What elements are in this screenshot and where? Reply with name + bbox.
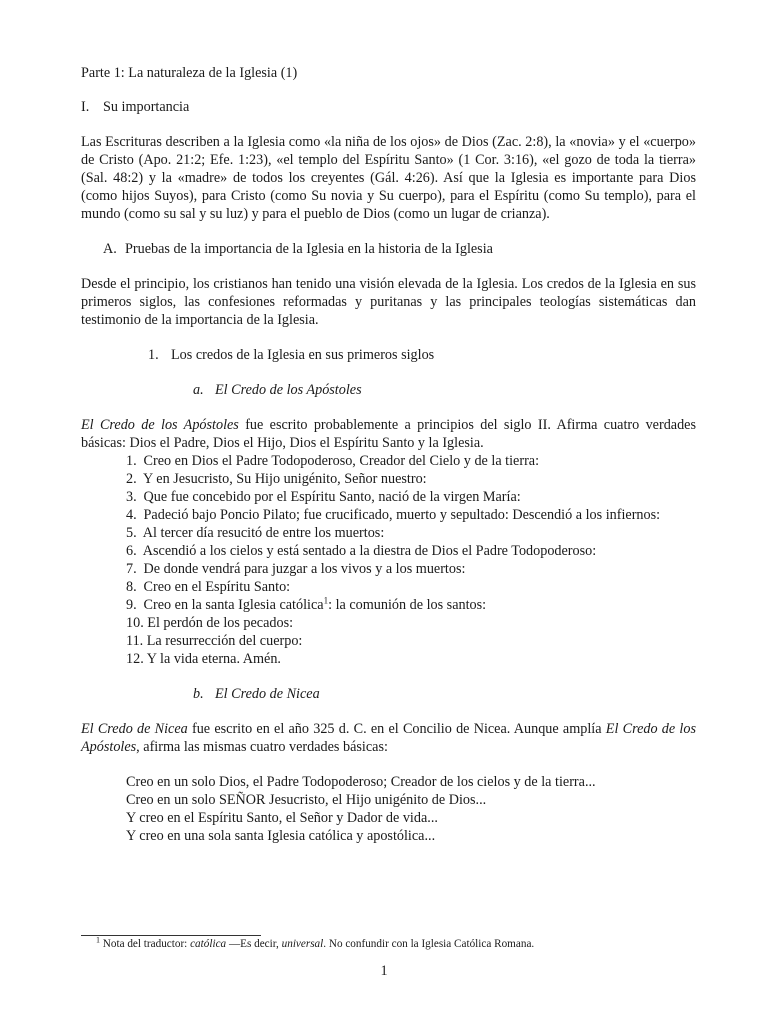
footnote-italic-term: católica <box>190 938 227 950</box>
item-text: Ascendió a los cielos y está sentado a la diestra de Dios el Padre Todopoderoso: <box>142 543 597 559</box>
item-number: 4. <box>126 507 137 523</box>
item-text: Padeció bajo Poncio Pilato; fue crucificado, muerto y sepultado: Descendió a los infiernos: <box>143 507 661 523</box>
item-text: Y la vida eterna. Amén. <box>146 651 281 667</box>
paragraph-apostles-creed <box>81 416 696 452</box>
list-item <box>126 542 696 560</box>
item-text-continued: : la comunión de los santos: <box>328 597 487 613</box>
section-number: 1. <box>148 347 159 363</box>
item-number: 12. <box>126 651 144 667</box>
list-item <box>126 596 696 614</box>
section-heading-I <box>81 98 696 116</box>
section-number: A. <box>103 241 117 257</box>
item-number: 10. <box>126 615 144 631</box>
section-title: Su importancia <box>103 99 190 115</box>
section-heading-1 <box>81 346 696 364</box>
section-title: El Credo de Nicea <box>215 686 320 702</box>
item-text: De donde vendrá para juzgar a los vivos y a los muertos: <box>143 561 466 577</box>
item-number: 1. <box>126 453 137 469</box>
list-item <box>126 470 696 488</box>
paragraph-nicene-creed <box>81 720 696 756</box>
item-text: El perdón de los pecados: <box>147 615 294 631</box>
list-item <box>126 506 696 524</box>
item-text: La resurrección del cuerpo: <box>146 633 303 649</box>
item-text: Al tercer día resucitó de entre los muertos: <box>142 525 385 541</box>
item-number: 9. <box>126 597 137 613</box>
list-item <box>126 614 696 632</box>
footnote-mark: 1 <box>96 935 100 945</box>
footnote-text-end: . No confundir con la Iglesia Católica Romana. <box>323 938 535 950</box>
list-item <box>126 524 696 542</box>
footnote-text-mid: —Es decir, <box>226 938 282 950</box>
list-item <box>126 488 696 506</box>
section-heading-b <box>81 685 696 703</box>
apostles-creed-list <box>81 452 696 668</box>
item-number: 8. <box>126 579 137 595</box>
item-number: 5. <box>126 525 137 541</box>
item-number: 2. <box>126 471 137 487</box>
item-number: 6. <box>126 543 137 559</box>
paragraph-text: fue escrito probablemente a principios del siglo II. Afirma cuatro verdades básicas: Dios el Padre, Dios el Hijo, Dios el Espíritu Santo y la Iglesia. <box>81 417 696 451</box>
section-number: a. <box>193 382 204 398</box>
list-item <box>126 632 696 650</box>
document-page <box>81 64 696 845</box>
section-heading-a <box>81 381 696 399</box>
paragraph-history: Desde el principio, los cristianos han tenido una visión elevada de la Iglesia. Los credos de la Iglesia en sus primeros siglos, las confesiones reformadas y puritanas y las principales teologías sistemáticas dan testimonio de la importancia de la Iglesia. <box>81 276 696 328</box>
footnote-reference[interactable]: 1 <box>323 595 329 606</box>
section-number: I. <box>81 99 90 115</box>
paragraph-text-end: , afirma las mismas cuatro verdades básicas: <box>136 739 388 755</box>
item-text: Creo en Dios el Padre Todopoderoso, Creador del Cielo y de la tierra: <box>143 453 540 469</box>
creed-title: El Credo de Nicea <box>81 721 188 737</box>
item-text: Creo en el Espíritu Santo: <box>143 579 291 595</box>
footnote-italic-term-2: universal <box>281 938 324 950</box>
footnote-text: Nota del traductor: <box>100 938 191 950</box>
item-number: 7. <box>126 561 137 577</box>
list-item <box>126 452 696 470</box>
paragraph-text: fue escrito en el año 325 d. C. en el Concilio de Nicea. Aunque amplía <box>187 721 606 737</box>
item-number: 3. <box>126 489 137 505</box>
creed-title: El Credo de los Apóstoles <box>81 417 239 433</box>
quote-line: Creo en un solo SEÑOR Jesucristo, el Hijo unigénito de Dios... <box>126 792 487 808</box>
quote-line: Y creo en una sola santa Iglesia católica y apostólica... <box>126 828 436 844</box>
document-heading: Parte 1: La naturaleza de la Iglesia (1) <box>81 65 298 81</box>
paragraph-importance: Las Escrituras describen a la Iglesia como «la niña de los ojos» de Dios (Zac. 2:8), la «novia» y el «cuerpo» de Cristo (Apo. 21:2; Efe. 1:23), «el templo del Espíritu Santo» (1 Cor. 3:16), «el gozo de toda la tierra» (Sal. 48:2) y la «madre» de todos los creyentes (Gál. 4:26). Así que la Iglesia es importante para Dios (como hijos Suyos), para Cristo (como Su novia y Su cuerpo), para el Espíritu (como Su templo), para el mundo (como su sal y su luz) y para el pueblo de Dios (como un lugar de crianza). <box>81 134 696 222</box>
list-item <box>126 650 696 668</box>
section-title: Los credos de la Iglesia en sus primeros siglos <box>171 347 435 363</box>
quote-line: Y creo en el Espíritu Santo, el Señor y Dador de vida... <box>126 810 438 826</box>
item-number: 11. <box>126 633 144 649</box>
section-title: El Credo de los Apóstoles <box>215 382 362 398</box>
quote-line: Creo en un solo Dios, el Padre Todopoderoso; Creador de los cielos y de la tierra... <box>126 774 596 790</box>
item-text: Y en Jesucristo, Su Hijo unigénito, Señor nuestro: <box>143 471 427 487</box>
footnote-separator <box>81 935 261 936</box>
page-number: 1 <box>380 963 388 979</box>
section-title: Pruebas de la importancia de la Iglesia en la historia de la Iglesia <box>125 241 493 257</box>
creed-title-reference: El Credo de los Apóstoles <box>81 721 696 755</box>
section-heading-A <box>81 240 696 258</box>
item-text: Que fue concebido por el Espíritu Santo, nació de la virgen María: <box>143 489 521 505</box>
list-item <box>126 560 696 578</box>
nicene-creed-quote <box>81 773 696 845</box>
footnote <box>96 937 696 951</box>
list-item <box>126 578 696 596</box>
item-text: Creo en la santa Iglesia católica <box>143 597 324 613</box>
section-number: b. <box>193 686 204 702</box>
